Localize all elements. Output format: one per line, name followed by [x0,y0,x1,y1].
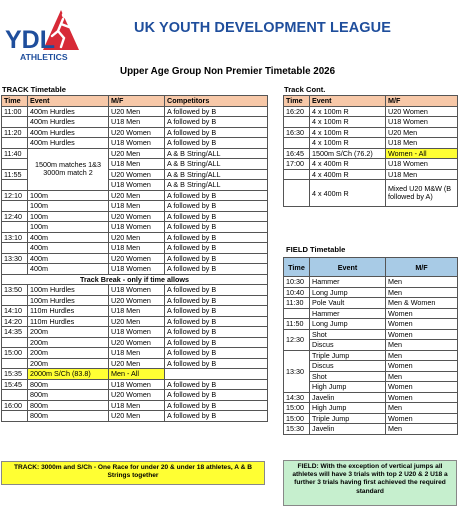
table-cell: A followed by B [165,337,268,348]
table-cell: 100m [28,201,109,212]
track-cont-section-title: Track Cont. [284,85,326,94]
col-time: Time [284,96,310,107]
table-cell: U18 Women [109,379,165,390]
table-cell: 110m Hurdles [28,316,109,327]
table-cell: High Jump [310,382,386,393]
table-row [2,211,268,222]
distance-event-cell: 1500m matches 1&3 3000m match 2 [28,148,109,190]
table-cell: Women [386,329,458,340]
table-cell: 200m [28,337,109,348]
table-cell: 10:40 [284,287,310,298]
table-cell: Pole Vault [310,298,386,309]
table-cell: A followed by B [165,390,268,401]
table-cell: U18 Women [109,138,165,149]
table-cell: 4 x 400m R [310,169,386,180]
col-event: Event [310,258,386,277]
table-cell: 12:40 [2,211,28,222]
table-cell: Discus [310,340,386,351]
table-cell: U20 Women [109,337,165,348]
table-row [2,138,268,149]
table-row [2,190,268,201]
table-cell: Long Jump [310,319,386,330]
highlighted-mf: Women - All [386,148,458,159]
table-cell: U18 Women [386,159,458,170]
table-cell [2,264,28,275]
table-cell: Men [386,424,458,435]
table-cell: A followed by B [165,243,268,254]
table-cell: 11:55 [2,169,28,180]
table-cell: Hammer [310,277,386,288]
table-cell: A followed by B [165,295,268,306]
table-cell: U18 Women [109,285,165,296]
track-timetable [1,95,268,422]
logo-text: YDL [5,26,55,54]
table-cell: A followed by B [165,106,268,117]
table-row [284,169,458,180]
table-row [284,382,458,393]
table-row [284,392,458,403]
table-cell: U18 Men [109,243,165,254]
table-cell: 400m Hurdles [28,138,109,149]
table-cell: 15:00 [284,413,310,424]
table-cell: 800m [28,379,109,390]
track-break-label: Track Break - only if time allows [2,274,268,285]
table-cell: A & B String/ALL [165,159,268,170]
table-cell: 400m Hurdles [28,117,109,128]
table-row [2,316,268,327]
table-row [284,361,458,372]
table-cell: 12:10 [2,190,28,201]
table-cell [2,337,28,348]
table-cell: A followed by B [165,316,268,327]
table-cell: 110m Hurdles [28,306,109,317]
table-cell: A & B String/ALL [165,180,268,191]
table-cell: U18 Men [386,138,458,149]
track-note: TRACK: 3000m and S/Ch - One Race for under 20 & under 18 athletes, A & B Strings together [1,461,265,485]
col-event: Event [310,96,386,107]
table-cell: 13:10 [2,232,28,243]
field-note: FIELD: With the exception of vertical jumps all athletes will have 3 trials with top 2 U20 & 2 U18 a further 3 trials having first achieved the required standard [283,460,457,506]
track-section-title: TRACK Timetable [2,85,66,94]
table-row [284,117,458,128]
table-row [2,285,268,296]
table-row [284,350,458,361]
table-cell: 4 x 100m R [310,106,386,117]
field-timetable [283,257,458,435]
table-cell: U20 Women [109,127,165,138]
table-cell: U18 Women [109,180,165,191]
table-cell: 13:50 [2,285,28,296]
table-cell: U20 Women [109,390,165,401]
table-cell: Triple Jump [310,350,386,361]
table-row [284,319,458,330]
table-cell: 12:30 [284,329,310,350]
table-cell: Shot [310,329,386,340]
table-cell: Men [386,277,458,288]
table-row [2,390,268,401]
col-competitors: Competitors [165,96,268,107]
table-cell [2,243,28,254]
table-cell: 15:00 [2,348,28,359]
table-cell [2,295,28,306]
table-cell: Discus [310,361,386,372]
table-cell: A followed by B [165,379,268,390]
table-cell: U18 Women [109,222,165,233]
table-cell [2,390,28,401]
table-row [2,222,268,233]
table-cell: Javelin [310,392,386,403]
table-row [284,308,458,319]
table-cell [2,180,28,191]
table-cell: 11:30 [284,298,310,309]
table-cell: 11:20 [2,127,28,138]
table-cell: 100m Hurdles [28,285,109,296]
table-cell [2,201,28,212]
table-cell [284,138,310,149]
table-cell: A & B String/ALL [165,148,268,159]
table-cell: Women [386,361,458,372]
table-cell: 800m [28,390,109,401]
col-event: Event [28,96,109,107]
table-cell: Men [386,287,458,298]
table-cell: U20 Women [386,106,458,117]
table-row [2,253,268,264]
table-cell: A followed by B [165,117,268,128]
table-cell: 11:50 [284,319,310,330]
table-cell: 4 x 400m R [310,180,386,207]
table-cell: 14:20 [2,316,28,327]
table-cell: A followed by B [165,190,268,201]
table-cell: U20 Women [109,253,165,264]
table-cell: 17:00 [284,159,310,170]
table-cell [2,358,28,369]
table-cell [165,369,268,380]
table-row [284,413,458,424]
table-cell [284,117,310,128]
table-cell: A followed by B [165,211,268,222]
table-cell: Women [386,319,458,330]
table-cell: 100m [28,222,109,233]
logo-subtext: ATHLETICS [20,52,68,62]
table-cell: 15:45 [2,379,28,390]
table-cell: A followed by B [165,138,268,149]
table-cell: 4 x 400m R [310,159,386,170]
table-cell: 400m Hurdles [28,127,109,138]
table-cell: A followed by B [165,222,268,233]
table-cell: A followed by B [165,285,268,296]
table-cell: Women [386,413,458,424]
mixed-relay-cell: Mixed U20 M&W (B followed by A) [386,180,458,207]
table-row [284,277,458,288]
table-cell: Javelin [310,424,386,435]
table-cell: 100m [28,190,109,201]
table-cell: 800m [28,400,109,411]
table-row [2,201,268,212]
table-cell: U18 Men [109,348,165,359]
table-row [2,400,268,411]
table-cell: 400m [28,253,109,264]
table-cell: A followed by B [165,306,268,317]
table-cell: U20 Women [109,295,165,306]
page-subtitle: Upper Age Group Non Premier Timetable 2026 [120,66,336,77]
track-cont-timetable [283,95,458,207]
table-row [2,232,268,243]
table-cell [2,222,28,233]
table-row [284,138,458,149]
table-cell: U18 Men [109,306,165,317]
table-cell: 15:00 [284,403,310,414]
table-cell: A followed by B [165,264,268,275]
table-cell: U20 Men [386,127,458,138]
table-cell: U20 Men [109,316,165,327]
table-row [284,180,458,207]
table-cell [2,138,28,149]
table-row [284,287,458,298]
table-cell: U20 Men [109,411,165,422]
table-row [2,327,268,338]
table-cell: Women [386,308,458,319]
table-row [284,148,458,159]
table-cell: U18 Men [109,117,165,128]
table-cell: 400m [28,243,109,254]
table-cell: 4 x 100m R [310,117,386,128]
table-cell: A followed by B [165,327,268,338]
table-cell: 100m Hurdles [28,295,109,306]
table-cell: 15:30 [284,424,310,435]
table-row [284,371,458,382]
table-cell: 200m [28,358,109,369]
table-cell: Women [386,392,458,403]
table-row [284,424,458,435]
table-cell: U18 Men [109,201,165,212]
table-cell: A followed by B [165,232,268,243]
table-cell: U20 Women [109,211,165,222]
table-cell: A followed by B [165,253,268,264]
track-break-row [2,274,268,285]
table-cell: 400m [28,232,109,243]
table-row [2,411,268,422]
table-cell: U18 Men [386,169,458,180]
table-row [2,358,268,369]
table-cell: Shot [310,371,386,382]
table-cell: 10:30 [284,277,310,288]
table-cell: U18 Men [109,400,165,411]
table-cell: 200m [28,348,109,359]
table-cell: 13:30 [284,350,310,392]
table-row [2,117,268,128]
table-cell: A followed by B [165,348,268,359]
col-mf: M/F [109,96,165,107]
table-row [284,329,458,340]
table-row [2,264,268,275]
highlighted-event: 2000m S/Ch (83.8) [28,369,109,380]
table-cell: 14:10 [2,306,28,317]
table-row [284,340,458,351]
table-row [2,106,268,117]
table-cell [284,308,310,319]
table-cell: U20 Men [109,358,165,369]
table-cell: U18 Women [109,327,165,338]
table-cell: Men [386,403,458,414]
table-row [284,159,458,170]
table-cell: Men [386,350,458,361]
table-row [284,127,458,138]
table-cell: 4 x 100m R [310,138,386,149]
table-cell [2,411,28,422]
table-row [2,306,268,317]
track-header-row [2,96,268,107]
field-header-row [284,258,458,277]
table-cell: U20 Men [109,106,165,117]
table-cell: Men & Women [386,298,458,309]
table-cell: U20 Men [109,190,165,201]
table-row [284,298,458,309]
table-row [284,403,458,414]
table-cell: 14:35 [2,327,28,338]
table-cell: U18 Women [386,117,458,128]
table-cell: High Jump [310,403,386,414]
table-cell: Men [386,340,458,351]
table-cell: A followed by B [165,411,268,422]
table-cell: 200m [28,327,109,338]
table-cell: A followed by B [165,400,268,411]
table-cell: U20 Women [109,169,165,180]
table-row [2,295,268,306]
table-cell: U20 Men [109,232,165,243]
field-section-title: FIELD Timetable [286,245,346,254]
ydl-logo [3,4,95,62]
table-cell [284,169,310,180]
table-row [2,127,268,138]
table-cell: U18 Men [109,159,165,170]
league-title: UK YOUTH DEVELOPMENT LEAGUE [134,20,392,36]
table-cell: Men [386,371,458,382]
table-cell: 4 x 100m R [310,127,386,138]
table-cell: A & B String/ALL [165,169,268,180]
col-time: Time [2,96,28,107]
table-cell: 13:30 [2,253,28,264]
table-cell: 11:00 [2,106,28,117]
table-cell: 400m [28,264,109,275]
table-cell: A followed by B [165,201,268,212]
table-cell: 16:00 [2,400,28,411]
table-row [2,243,268,254]
table-row [2,337,268,348]
table-cell: 800m [28,411,109,422]
table-cell: A followed by B [165,127,268,138]
table-cell: Hammer [310,308,386,319]
table-cell: 16:45 [284,148,310,159]
table-cell: 100m [28,211,109,222]
table-cell: Triple Jump [310,413,386,424]
table-cell: 1500m S/Ch (76.2) [310,148,386,159]
table-row [2,379,268,390]
table-cell: 15:35 [2,369,28,380]
table-cell: U20 Men [109,148,165,159]
table-cell [284,180,310,207]
logo-runner-head [62,12,68,18]
track-cont-header-row [284,96,458,107]
table-row [2,369,268,380]
col-mf: M/F [386,96,458,107]
table-row [284,106,458,117]
table-cell: 16:30 [284,127,310,138]
table-cell: Long Jump [310,287,386,298]
col-time: Time [284,258,310,277]
table-cell [2,117,28,128]
table-cell: 16:20 [284,106,310,117]
table-cell: 400m Hurdles [28,106,109,117]
table-cell: A followed by B [165,358,268,369]
table-cell: Women [386,382,458,393]
highlighted-mf: Men - All [109,369,165,380]
table-cell: 11:40 [2,148,28,159]
table-cell [2,159,28,170]
table-cell: U18 Women [109,264,165,275]
table-row [2,348,268,359]
col-mf: M/F [386,258,458,277]
table-cell: 14:30 [284,392,310,403]
table-row [2,148,268,159]
